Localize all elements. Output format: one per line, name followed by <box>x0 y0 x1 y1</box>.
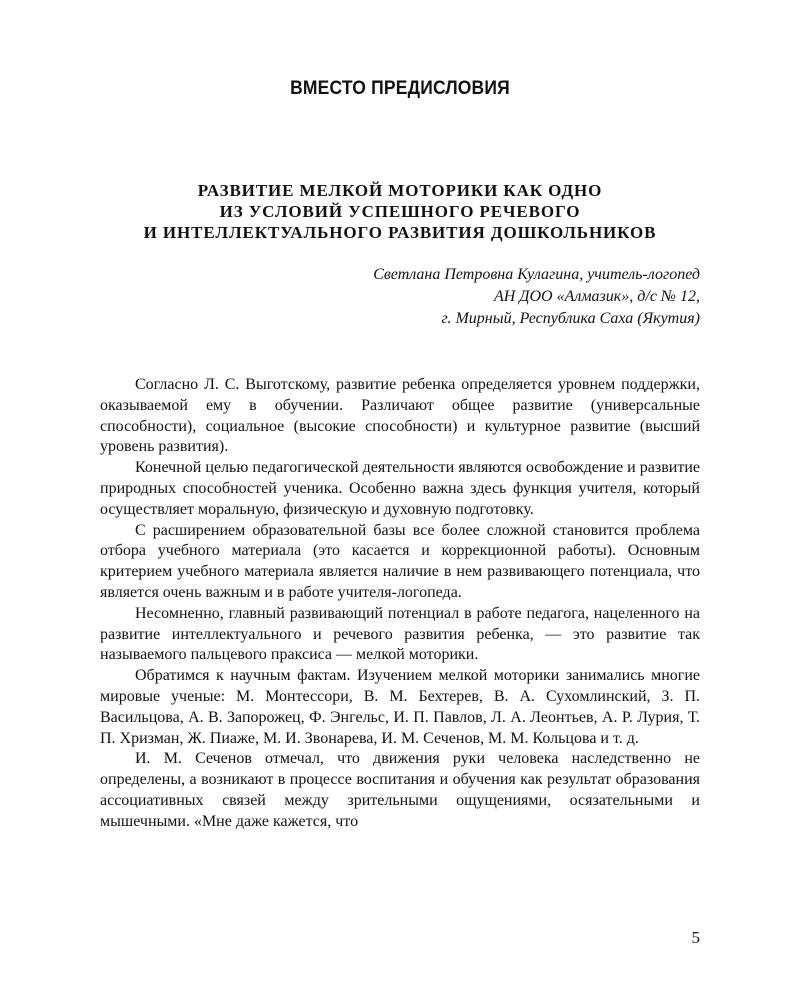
paragraph: Согласно Л. С. Выготскому, развитие ребенка определяется уровнем поддержки, оказываемой ему в обучении. Различают общее развитие (универсальные способности), социальное (высокие способности) и культурное развитие (высший уровень развития). <box>100 376 700 456</box>
author-name-line: Светлана Петровна Кулагина, учитель-логопед <box>373 266 700 283</box>
page-number: 5 <box>691 928 700 947</box>
paragraph: Конечной целью педагогической деятельности являются освобождение и развитие природных способностей ученика. Особенно важна здесь функция учителя, который осуществляет моральную, физическую и духовную подготовку. <box>100 459 700 518</box>
paragraph: Обратимся к научным фактам. Изучением мелкой моторики занимались многие мировые ученые: М. Монтессори, В. М. Бехтерев, В. А. Сухомлинский, З. П. Васильцова, А. В. Запорожец, Ф. Энгельс, И. П. Павлов, Л. А. Леонтьев, А. Р. Лурия, Т. П. Хризман, Ж. Пиаже, М. И. Звонарева, И. М. Сеченов, М. М. Кольцова и т. д. <box>100 667 700 747</box>
article-body <box>100 375 700 833</box>
paragraph: И. М. Сеченов отмечал, что движения руки человека наследственно не определены, а возникают в процессе воспитания и обучения как результат образования ассоциативных связей между зрительными ощущениями, осязательными и мышечными. «Мне даже кажется, что <box>100 750 700 830</box>
section-heading: ВМЕСТО ПРЕДИСЛОВИЯ <box>290 78 510 99</box>
author-location-line: г. Мирный, Республика Саха (Якутия) <box>441 310 700 327</box>
author-organization-line: АН ДОО «Алмазик», д/с № 12, <box>493 288 700 305</box>
paragraph: С расширением образовательной базы все более сложной становится проблема отбора учебного материала (это касается и коррекционной работы). Основным критерием учебного материала является наличие в нем развивающего потенциала, что является очень важным и в работе учителя-логопеда. <box>100 521 700 601</box>
article-title-line: ИЗ УСЛОВИЙ УСПЕШНОГО РЕЧЕВОГО <box>219 202 581 221</box>
article-title-line: РАЗВИТИЕ МЕЛКОЙ МОТОРИКИ КАК ОДНО <box>197 181 603 200</box>
article-title <box>0 180 800 243</box>
paragraph: Несомненно, главный развивающий потенциал в работе педагога, нацеленного на развитие интеллектуального и речевого развития ребенка, — это развитие так называемого пальцевого праксиса — мелкой моторики. <box>100 604 700 664</box>
author-byline <box>140 264 700 330</box>
article-title-line: И ИНТЕЛЛЕКТУАЛЬНОГО РАЗВИТИЯ ДОШКОЛЬНИКОВ <box>143 223 657 242</box>
